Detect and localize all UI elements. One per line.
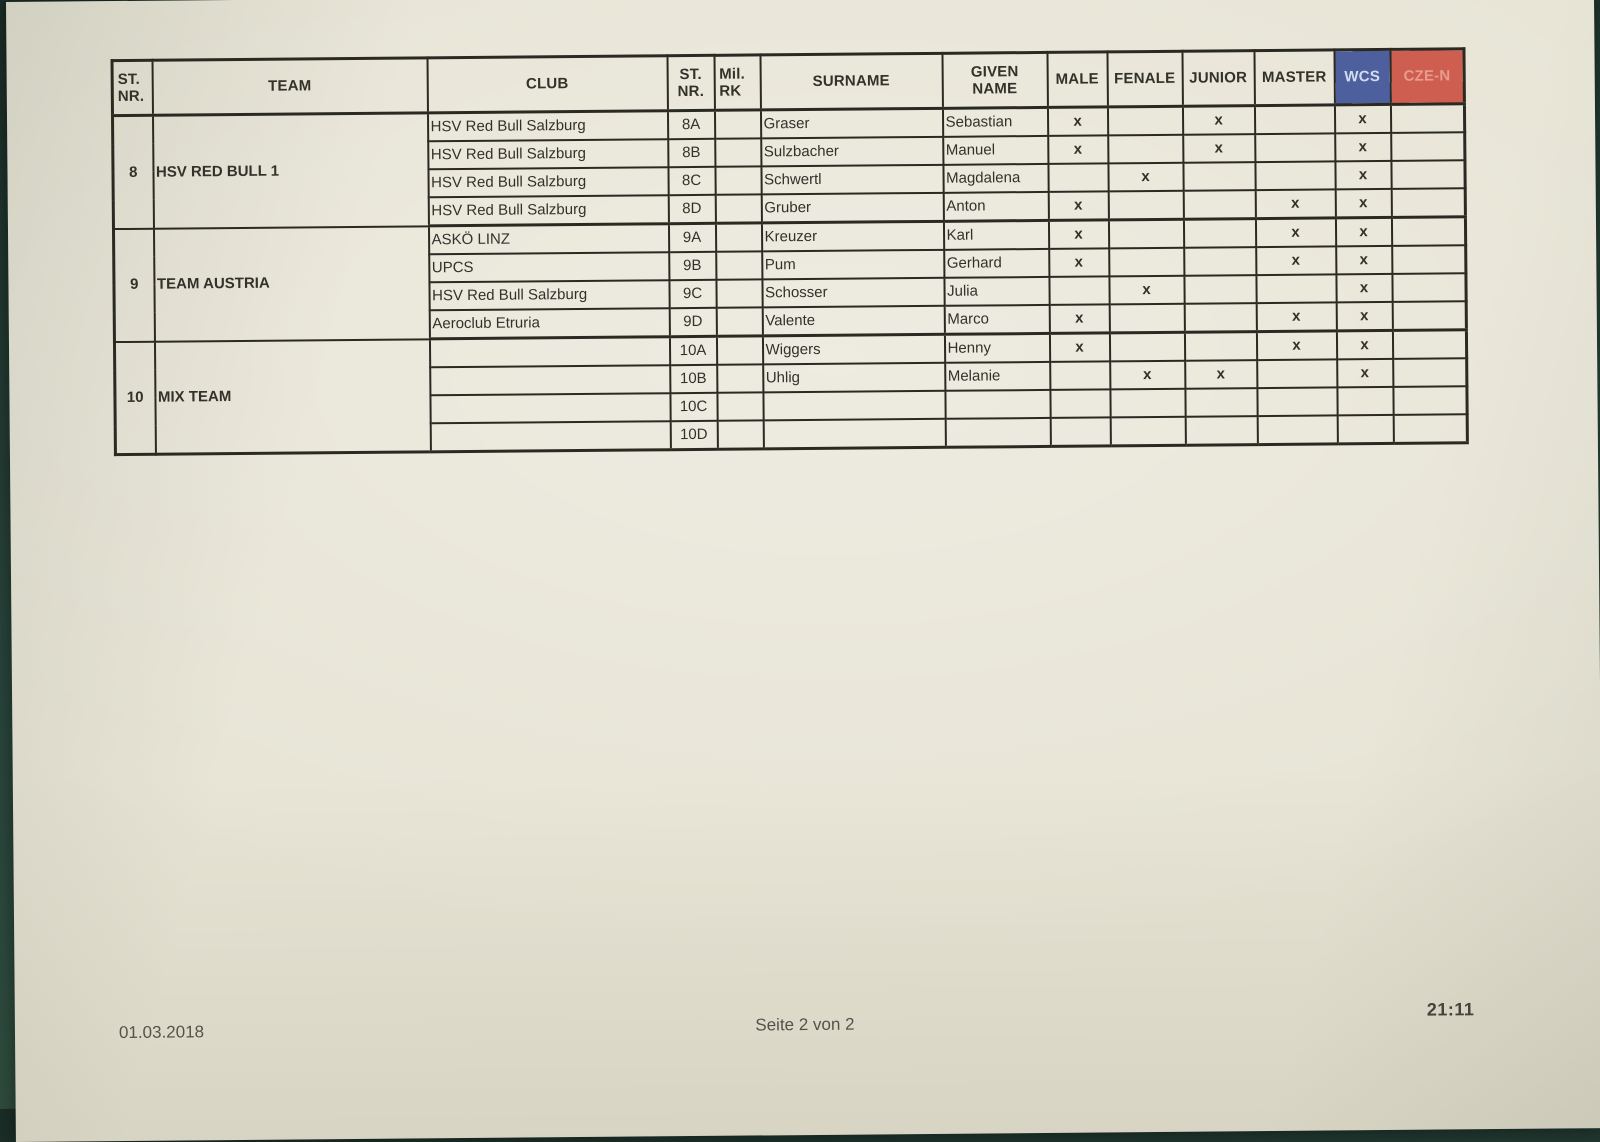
footer-date: 01.03.2018 <box>118 1022 205 1043</box>
cell-male: x <box>1049 304 1109 333</box>
cell-junior: x <box>1183 134 1255 163</box>
cell-given-name: Gerhard <box>944 249 1049 278</box>
cell-male: x <box>1048 135 1108 164</box>
column-header-team: TEAM <box>152 58 427 115</box>
cell-junior <box>1184 247 1256 276</box>
cell-st-nr: 9B <box>669 252 716 280</box>
cell-club: HSV Red Bull Salzburg <box>428 139 668 169</box>
cell-st-nr: 8C <box>668 167 715 195</box>
team-name-cell: HSV RED BULL 1 <box>152 113 428 228</box>
cell-mil-rk <box>715 223 761 252</box>
cell-st-nr: 10C <box>670 393 717 421</box>
cell-st-nr: 10A <box>669 336 716 365</box>
cell-club <box>430 393 670 423</box>
cell-fenale <box>1108 219 1183 248</box>
cell-given-name: Karl <box>943 220 1048 249</box>
cell-club <box>430 365 670 395</box>
cell-wcs: x <box>1336 246 1392 274</box>
cell-wcs: x <box>1337 359 1393 387</box>
cell-given-name: Melanie <box>945 362 1050 391</box>
cell-master: x <box>1256 246 1336 275</box>
cell-master <box>1257 359 1337 388</box>
cell-junior <box>1185 416 1257 445</box>
cell-st-nr: 9A <box>668 223 715 252</box>
cell-fenale <box>1109 332 1184 361</box>
cell-master <box>1257 387 1337 416</box>
cell-st-nr: 8D <box>668 195 715 224</box>
footer-page-number: Seite 2 von 2 <box>755 1014 855 1035</box>
cell-fenale <box>1108 191 1183 220</box>
cell-junior <box>1184 303 1256 332</box>
column-header-master: MASTER <box>1254 50 1334 106</box>
cell-fenale <box>1107 106 1182 135</box>
cell-junior <box>1185 388 1257 417</box>
column-header-given-name: GIVEN NAME <box>942 52 1047 108</box>
cell-mil-rk <box>715 166 761 194</box>
column-header-start-nr-team: ST. NR. <box>112 60 152 115</box>
cell-master <box>1257 415 1337 444</box>
cell-mil-rk <box>717 364 763 392</box>
cell-st-nr: 8B <box>668 139 715 167</box>
cell-surname: Schwertl <box>761 165 943 195</box>
column-header-club: CLUB <box>427 56 667 113</box>
column-header-wcs: WCS <box>1334 49 1390 104</box>
cell-fenale <box>1108 135 1183 164</box>
team-name-cell: TEAM AUSTRIA <box>153 226 429 341</box>
cell-wcs: x <box>1334 104 1390 133</box>
cell-wcs: x <box>1336 274 1392 302</box>
cell-mil-rk <box>716 251 762 279</box>
cell-male: x <box>1048 220 1108 249</box>
column-header-fenale: FENALE <box>1107 51 1182 107</box>
cell-male <box>1049 276 1109 305</box>
team-name-cell: MIX TEAM <box>154 339 430 454</box>
cell-surname: Wiggers <box>762 334 944 364</box>
roster-table-body <box>112 104 1467 455</box>
cell-master <box>1255 133 1335 162</box>
cell-surname: Schosser <box>762 278 944 308</box>
cell-junior: x <box>1182 106 1254 135</box>
cell-master <box>1254 105 1334 134</box>
cell-fenale: x <box>1109 276 1184 305</box>
cell-surname: Sulzbacher <box>761 137 943 167</box>
cell-cze-n <box>1391 160 1465 189</box>
cell-mil-rk <box>716 307 762 336</box>
cell-fenale <box>1109 304 1184 333</box>
cell-cze-n <box>1392 301 1466 330</box>
column-header-junior: JUNIOR <box>1182 51 1254 107</box>
cell-cze-n <box>1391 132 1465 161</box>
cell-given-name: Marco <box>944 305 1049 334</box>
cell-junior <box>1183 162 1255 191</box>
cell-cze-n <box>1391 188 1465 217</box>
cell-wcs: x <box>1336 330 1392 359</box>
cell-cze-n <box>1393 358 1467 387</box>
cell-club <box>429 337 669 368</box>
cell-cze-n <box>1392 273 1466 302</box>
cell-master <box>1255 161 1335 190</box>
cell-cze-n <box>1390 104 1464 133</box>
cell-mil-rk <box>716 336 762 365</box>
cell-st-nr: 8A <box>667 110 714 139</box>
cell-wcs: x <box>1335 217 1391 246</box>
cell-given-name: Magdalena <box>943 164 1048 193</box>
cell-club: HSV Red Bull Salzburg <box>427 111 667 142</box>
cell-given-name: Henny <box>944 333 1049 362</box>
cell-master: x <box>1256 302 1336 331</box>
cell-junior <box>1184 275 1256 304</box>
cell-junior: x <box>1185 360 1257 389</box>
cell-male: x <box>1049 248 1109 277</box>
cell-surname: Gruber <box>761 193 943 223</box>
cell-cze-n <box>1392 330 1466 359</box>
cell-master: x <box>1255 189 1335 218</box>
cell-male: x <box>1048 191 1108 220</box>
cell-male: x <box>1047 107 1107 136</box>
cell-mil-rk <box>715 194 761 223</box>
cell-surname: Kreuzer <box>761 221 943 251</box>
cell-junior <box>1184 332 1256 361</box>
cell-st-nr: 9C <box>669 280 716 308</box>
cell-male <box>1048 163 1108 192</box>
cell-given-name: Manuel <box>943 136 1048 165</box>
paper-sheet <box>6 0 1600 1142</box>
column-header-mil-rk: Mil. RK <box>714 55 760 110</box>
column-header-surname: SURNAME <box>760 53 942 110</box>
cell-master: x <box>1255 218 1335 247</box>
cell-male <box>1050 361 1110 390</box>
cell-st-nr: 10B <box>670 365 717 393</box>
cell-wcs: x <box>1335 133 1391 161</box>
team-number-cell: 10 <box>114 341 155 454</box>
cell-club: HSV Red Bull Salzburg <box>429 280 669 310</box>
cell-club: Aeroclub Etruria <box>429 308 669 339</box>
cell-wcs <box>1337 387 1393 415</box>
cell-wcs: x <box>1335 189 1391 218</box>
team-number-cell: 8 <box>112 115 153 228</box>
cell-mil-rk <box>715 138 761 166</box>
cell-fenale <box>1110 389 1185 418</box>
column-header-start-nr: ST. NR. <box>667 55 714 110</box>
cell-club: UPCS <box>429 252 669 282</box>
column-header-male: MALE <box>1047 52 1107 108</box>
cell-club: HSV Red Bull Salzburg <box>428 167 668 197</box>
cell-given-name: Anton <box>943 192 1048 221</box>
cell-cze-n <box>1393 386 1467 415</box>
cell-given-name <box>945 390 1050 419</box>
cell-fenale: x <box>1110 361 1185 390</box>
cell-wcs <box>1337 415 1393 444</box>
cell-cze-n <box>1391 217 1465 246</box>
cell-club <box>430 421 670 452</box>
cell-wcs: x <box>1335 161 1391 189</box>
cell-surname: Uhlig <box>763 363 945 393</box>
cell-master <box>1256 274 1336 303</box>
cell-surname <box>763 419 945 449</box>
cell-surname: Pum <box>762 250 944 280</box>
cell-club: HSV Red Bull Salzburg <box>428 195 668 226</box>
cell-given-name: Julia <box>944 277 1049 306</box>
footer-time: 21:11 <box>1426 999 1475 1020</box>
cell-mil-rk <box>714 110 760 139</box>
team-number-cell: 9 <box>113 228 154 341</box>
cell-junior <box>1183 219 1255 248</box>
cell-cze-n <box>1393 414 1467 443</box>
cell-male: x <box>1049 333 1109 362</box>
cell-given-name: Sebastian <box>942 107 1047 136</box>
cell-mil-rk <box>716 279 762 307</box>
cell-mil-rk <box>717 392 763 420</box>
cell-wcs: x <box>1336 302 1392 331</box>
cell-club: ASKÖ LINZ <box>428 224 668 255</box>
cell-master: x <box>1256 331 1336 360</box>
team-roster-table <box>111 47 1469 456</box>
cell-surname: Graser <box>760 108 942 138</box>
column-header-cze-n: CZE-N <box>1390 49 1464 105</box>
cell-male <box>1050 389 1110 418</box>
cell-junior <box>1183 190 1255 219</box>
cell-fenale: x <box>1108 163 1183 192</box>
cell-st-nr: 9D <box>669 308 716 337</box>
cell-male <box>1050 417 1110 446</box>
cell-fenale <box>1110 417 1185 446</box>
cell-surname: Valente <box>762 306 944 336</box>
cell-fenale <box>1109 248 1184 277</box>
cell-st-nr: 10D <box>670 421 717 450</box>
cell-cze-n <box>1392 245 1466 274</box>
cell-given-name <box>945 418 1050 447</box>
cell-surname <box>763 391 945 421</box>
cell-mil-rk <box>717 420 763 449</box>
